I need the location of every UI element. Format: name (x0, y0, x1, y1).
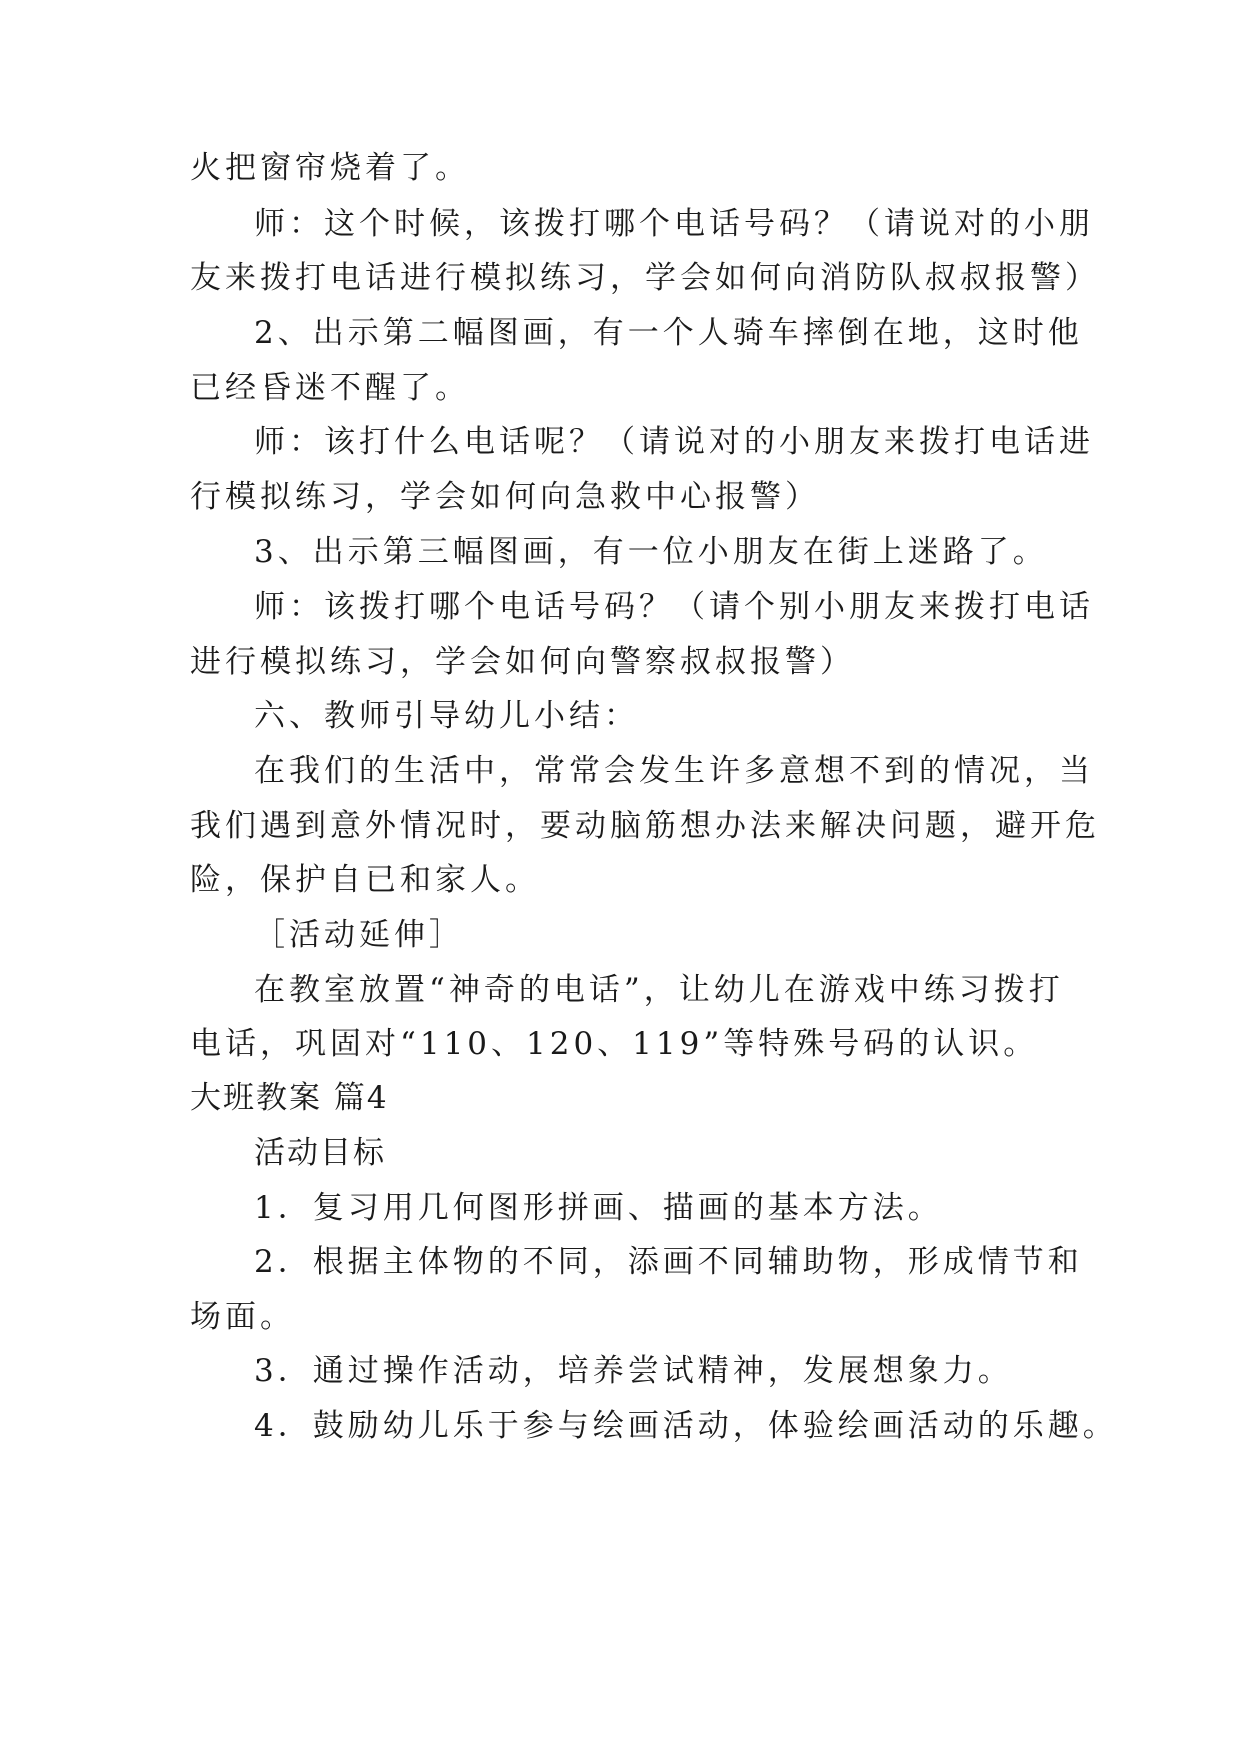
lesson-title: 大班教案 篇4 (190, 1080, 389, 1116)
paragraph-line: 火把窗帘烧着了。 (190, 150, 470, 186)
section-heading: ［活动延伸］ (254, 917, 464, 953)
paragraph-line: 3、出示第三幅图画，有一位小朋友在街上迷路了。 (254, 534, 1048, 570)
section-heading: 六、教师引导幼儿小结： (254, 698, 639, 734)
section-heading: 活动目标 (254, 1135, 386, 1171)
list-item: 2．根据主体物的不同，添画不同辅助物，形成情节和 (254, 1244, 1083, 1280)
list-item: 4．鼓励幼儿乐于参与绘画活动，体验绘画活动的乐趣。 (254, 1408, 1118, 1444)
paragraph-line: 师：该拨打哪个电话号码？（请个别小朋友来拨打电话 (254, 589, 1094, 625)
paragraph-line: 电话，巩固对“110、120、119”等特殊号码的认识。 (190, 1026, 1039, 1062)
paragraph-line: 险，保护自已和家人。 (190, 862, 540, 898)
list-item: 1．复习用几何图形拼画、描画的基本方法。 (254, 1190, 943, 1226)
paragraph-line: 已经昏迷不醒了。 (190, 370, 470, 406)
paragraph-line: 行模拟练习，学会如何向急救中心报警） (190, 479, 820, 515)
paragraph-line: 2、出示第二幅图画，有一个人骑车摔倒在地，这时他 (254, 315, 1083, 351)
paragraph-line: 进行模拟练习，学会如何向警察叔叔报警） (190, 644, 855, 680)
paragraph-line: 师：该打什么电话呢？（请说对的小朋友来拨打电话进 (254, 424, 1094, 460)
paragraph-line: 在我们的生活中，常常会发生许多意想不到的情况，当 (254, 753, 1094, 789)
paragraph-line: 我们遇到意外情况时，要动脑筋想办法来解决问题，避开危 (190, 808, 1100, 844)
paragraph-line: 在教室放置“神奇的电话”，让幼儿在游戏中练习拨打 (254, 972, 1064, 1008)
list-item: 场面。 (190, 1299, 295, 1335)
paragraph-line: 友来拨打电话进行模拟练习，学会如何向消防队叔叔报警） (190, 260, 1100, 296)
list-item: 3．通过操作活动，培养尝试精神，发展想象力。 (254, 1353, 1013, 1389)
paragraph-line: 师：这个时候，该拨打哪个电话号码？（请说对的小朋 (254, 206, 1094, 242)
